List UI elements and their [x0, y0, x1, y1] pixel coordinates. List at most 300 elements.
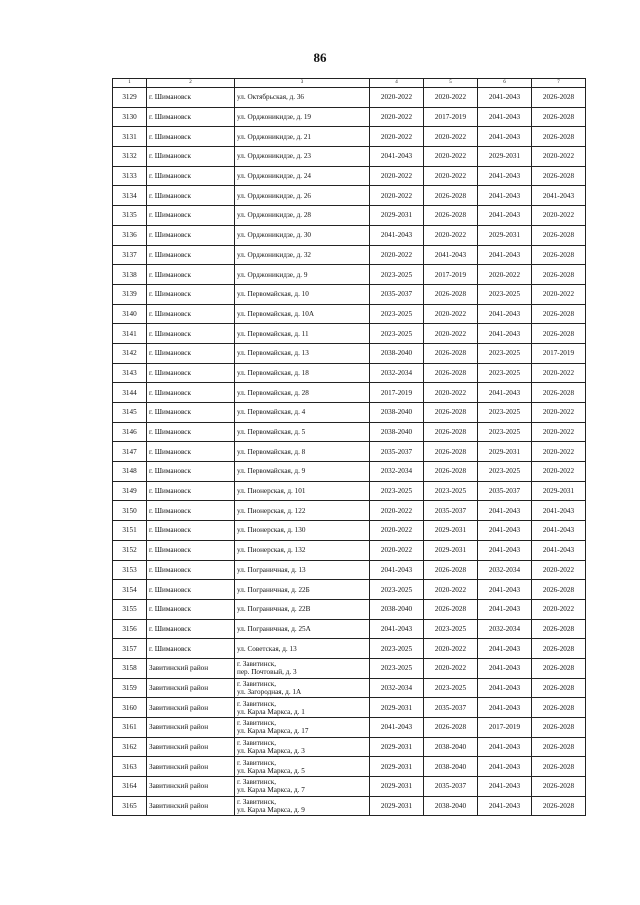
- period-cell-col5: 2038-2040: [424, 796, 478, 816]
- table-row: [113, 245, 586, 265]
- locality-cell: г. Шимановск: [147, 383, 235, 403]
- period-cell-col5: 2020-2022: [424, 88, 478, 108]
- period-cell-col7: 2026-2028: [532, 166, 586, 186]
- period-cell-col5: 2023-2025: [424, 619, 478, 639]
- row-number-cell: 3148: [113, 462, 147, 482]
- locality-cell: г. Шимановск: [147, 284, 235, 304]
- locality-cell: г. Шимановск: [147, 225, 235, 245]
- period-cell-col7: 2026-2028: [532, 658, 586, 678]
- address-line: ул. Карла Маркса, д. 5: [237, 766, 305, 775]
- period-cell-col6: 2041-2043: [478, 127, 532, 147]
- address-line: ул. Орджоникидзе, д. 30: [237, 231, 312, 240]
- row-number-cell: 3139: [113, 284, 147, 304]
- address-line: ул. Пограничная, д. 22В: [237, 605, 311, 614]
- address-cell: [235, 245, 370, 265]
- address-cell: [235, 777, 370, 797]
- row-number-cell: 3163: [113, 757, 147, 777]
- table-row: [113, 284, 586, 304]
- row-number-cell: 3132: [113, 147, 147, 167]
- table-row: [113, 462, 586, 482]
- row-number-cell: 3158: [113, 658, 147, 678]
- table-row: [113, 501, 586, 521]
- period-cell-col7: 2041-2043: [532, 501, 586, 521]
- period-cell-col4: 2029-2031: [370, 737, 424, 757]
- period-cell-col6: 2041-2043: [478, 737, 532, 757]
- period-cell-col4: 2020-2022: [370, 127, 424, 147]
- period-cell-col6: 2041-2043: [478, 383, 532, 403]
- period-cell-col6: 2041-2043: [478, 166, 532, 186]
- address-cell: [235, 796, 370, 816]
- period-cell-col4: 2020-2022: [370, 88, 424, 108]
- row-number-cell: 3162: [113, 737, 147, 757]
- address-line: ул. Первомайская, д. 10А: [237, 309, 315, 318]
- table-row: [113, 599, 586, 619]
- period-cell-col4: 2020-2022: [370, 521, 424, 541]
- table-row: [113, 639, 586, 659]
- address-cell: [235, 422, 370, 442]
- period-cell-col4: 2023-2025: [370, 481, 424, 501]
- locality-cell: Завитинский район: [147, 658, 235, 678]
- address-line: ул. Пограничная, д. 22Б: [237, 585, 310, 594]
- period-cell-col6: 2041-2043: [478, 186, 532, 206]
- period-cell-col6: 2023-2025: [478, 422, 532, 442]
- address-line: ул. Орджоникидзе, д. 19: [237, 113, 312, 122]
- period-cell-col7: 2020-2022: [532, 284, 586, 304]
- address-cell: [235, 639, 370, 659]
- period-cell-col5: 2026-2028: [424, 284, 478, 304]
- row-number-cell: 3131: [113, 127, 147, 147]
- locality-cell: г. Шимановск: [147, 422, 235, 442]
- locality-cell: г. Шимановск: [147, 265, 235, 285]
- row-number-cell: 3164: [113, 777, 147, 797]
- period-cell-col7: 2026-2028: [532, 639, 586, 659]
- period-cell-col5: 2026-2028: [424, 186, 478, 206]
- period-cell-col7: 2026-2028: [532, 265, 586, 285]
- period-cell-col4: 2035-2037: [370, 284, 424, 304]
- address-cell: [235, 737, 370, 757]
- table-row: [113, 383, 586, 403]
- table-row: [113, 186, 586, 206]
- period-cell-col4: 2029-2031: [370, 777, 424, 797]
- table-row: [113, 225, 586, 245]
- period-cell-col7: 2020-2022: [532, 147, 586, 167]
- locality-cell: г. Шимановск: [147, 403, 235, 423]
- row-number-cell: 3155: [113, 599, 147, 619]
- period-cell-col7: 2026-2028: [532, 383, 586, 403]
- address-cell: [235, 757, 370, 777]
- period-cell-col4: 2020-2022: [370, 186, 424, 206]
- period-cell-col6: 2041-2043: [478, 698, 532, 718]
- address-cell: [235, 540, 370, 560]
- period-cell-col7: 2026-2028: [532, 107, 586, 127]
- period-cell-col7: 2026-2028: [532, 304, 586, 324]
- address-line: пер. Почтовый, д. 3: [237, 668, 297, 677]
- table-row: [113, 166, 586, 186]
- row-number-cell: 3136: [113, 225, 147, 245]
- period-cell-col7: 2026-2028: [532, 619, 586, 639]
- table-row: [113, 147, 586, 167]
- period-cell-col4: 2029-2031: [370, 796, 424, 816]
- period-cell-col5: 2023-2025: [424, 678, 478, 698]
- address-line: г. Завитинск,: [237, 699, 277, 708]
- row-number-cell: 3156: [113, 619, 147, 639]
- address-cell: [235, 186, 370, 206]
- address-cell: [235, 599, 370, 619]
- address-line: ул. Карла Маркса, д. 1: [237, 707, 305, 716]
- period-cell-col4: 2029-2031: [370, 757, 424, 777]
- period-cell-col6: 2041-2043: [478, 88, 532, 108]
- address-cell: [235, 206, 370, 226]
- address-line: г. Завитинск,: [237, 798, 277, 807]
- period-cell-col4: 2020-2022: [370, 107, 424, 127]
- period-cell-col7: 2020-2022: [532, 560, 586, 580]
- period-cell-col6: 2023-2025: [478, 343, 532, 363]
- address-line: ул. Пионерская, д. 132: [237, 546, 306, 555]
- address-line: ул. Орджоникидзе, д. 28: [237, 211, 312, 220]
- period-cell-col6: 2041-2043: [478, 678, 532, 698]
- locality-cell: г. Шимановск: [147, 166, 235, 186]
- period-cell-col6: 2023-2025: [478, 284, 532, 304]
- address-cell: [235, 363, 370, 383]
- locality-cell: г. Шимановск: [147, 245, 235, 265]
- period-cell-col5: 2035-2037: [424, 777, 478, 797]
- column-number: 7: [532, 79, 586, 88]
- period-cell-col5: 2020-2022: [424, 225, 478, 245]
- address-line: ул. Орджоникидзе, д. 9: [237, 270, 308, 279]
- address-line: г. Завитинск,: [237, 660, 277, 669]
- period-cell-col5: 2041-2043: [424, 245, 478, 265]
- address-cell: [235, 501, 370, 521]
- period-cell-col5: 2038-2040: [424, 757, 478, 777]
- period-cell-col5: 2026-2028: [424, 718, 478, 738]
- address-line: ул. Первомайская, д. 9: [237, 467, 306, 476]
- locality-cell: г. Шимановск: [147, 462, 235, 482]
- address-cell: [235, 442, 370, 462]
- locality-cell: г. Шимановск: [147, 343, 235, 363]
- period-cell-col5: 2026-2028: [424, 560, 478, 580]
- period-cell-col5: 2020-2022: [424, 147, 478, 167]
- period-cell-col6: 2041-2043: [478, 324, 532, 344]
- period-cell-col5: 2038-2040: [424, 737, 478, 757]
- row-number-cell: 3159: [113, 678, 147, 698]
- period-cell-col6: 2032-2034: [478, 560, 532, 580]
- address-line: ул. Первомайская, д. 18: [237, 368, 309, 377]
- period-cell-col7: 2020-2022: [532, 422, 586, 442]
- page-number: 86: [313, 50, 327, 65]
- table-row: [113, 127, 586, 147]
- period-cell-col6: 2041-2043: [478, 658, 532, 678]
- address-cell: [235, 678, 370, 698]
- period-cell-col6: 2041-2043: [478, 639, 532, 659]
- table-row: [113, 481, 586, 501]
- period-cell-col7: 2026-2028: [532, 698, 586, 718]
- period-cell-col6: 2023-2025: [478, 363, 532, 383]
- period-cell-col5: 2029-2031: [424, 540, 478, 560]
- period-cell-col5: 2029-2031: [424, 521, 478, 541]
- period-cell-col7: 2026-2028: [532, 127, 586, 147]
- row-number-cell: 3137: [113, 245, 147, 265]
- period-cell-col5: 2035-2037: [424, 501, 478, 521]
- period-cell-col4: 2017-2019: [370, 383, 424, 403]
- period-cell-col7: 2020-2022: [532, 363, 586, 383]
- locality-cell: г. Шимановск: [147, 580, 235, 600]
- table-body: [113, 88, 586, 816]
- period-cell-col7: 2020-2022: [532, 403, 586, 423]
- row-number-cell: 3143: [113, 363, 147, 383]
- address-cell: [235, 88, 370, 108]
- address-cell: [235, 127, 370, 147]
- address-cell: [235, 403, 370, 423]
- row-number-cell: 3130: [113, 107, 147, 127]
- period-cell-col4: 2041-2043: [370, 619, 424, 639]
- column-number: 5: [424, 79, 478, 88]
- period-cell-col7: 2026-2028: [532, 88, 586, 108]
- column-number: 4: [370, 79, 424, 88]
- address-cell: [235, 698, 370, 718]
- period-cell-col5: 2026-2028: [424, 206, 478, 226]
- locality-cell: Завитинский район: [147, 796, 235, 816]
- table-row: [113, 619, 586, 639]
- row-number-cell: 3165: [113, 796, 147, 816]
- period-cell-col7: 2029-2031: [532, 481, 586, 501]
- table-row: [113, 304, 586, 324]
- row-number-cell: 3152: [113, 540, 147, 560]
- row-number-cell: 3141: [113, 324, 147, 344]
- period-cell-col5: 2020-2022: [424, 639, 478, 659]
- address-cell: [235, 560, 370, 580]
- address-line: ул. Загородная, д. 1А: [237, 687, 302, 696]
- period-cell-col7: 2026-2028: [532, 718, 586, 738]
- period-cell-col7: 2041-2043: [532, 540, 586, 560]
- period-cell-col4: 2035-2037: [370, 442, 424, 462]
- row-number-cell: 3144: [113, 383, 147, 403]
- period-cell-col5: 2026-2028: [424, 422, 478, 442]
- locality-cell: г. Шимановск: [147, 304, 235, 324]
- period-cell-col7: 2026-2028: [532, 678, 586, 698]
- period-cell-col4: 2020-2022: [370, 501, 424, 521]
- period-cell-col4: 2029-2031: [370, 698, 424, 718]
- locality-cell: г. Шимановск: [147, 324, 235, 344]
- locality-cell: г. Шимановск: [147, 147, 235, 167]
- table-row: [113, 580, 586, 600]
- period-cell-col6: 2023-2025: [478, 403, 532, 423]
- period-cell-col6: 2032-2034: [478, 619, 532, 639]
- locality-cell: г. Шимановск: [147, 363, 235, 383]
- period-cell-col7: 2026-2028: [532, 580, 586, 600]
- locality-cell: Завитинский район: [147, 698, 235, 718]
- address-line: г. Завитинск,: [237, 719, 277, 728]
- address-cell: [235, 304, 370, 324]
- period-cell-col6: 2035-2037: [478, 481, 532, 501]
- table-row: [113, 560, 586, 580]
- period-cell-col7: 2026-2028: [532, 796, 586, 816]
- locality-cell: г. Шимановск: [147, 481, 235, 501]
- address-cell: [235, 225, 370, 245]
- address-cell: [235, 284, 370, 304]
- period-cell-col4: 2038-2040: [370, 599, 424, 619]
- table-row: [113, 107, 586, 127]
- address-line: ул. Первомайская, д. 28: [237, 388, 309, 397]
- locality-cell: г. Шимановск: [147, 88, 235, 108]
- locality-cell: г. Шимановск: [147, 540, 235, 560]
- address-cell: [235, 462, 370, 482]
- period-cell-col6: 2041-2043: [478, 796, 532, 816]
- period-cell-col4: 2023-2025: [370, 580, 424, 600]
- period-cell-col5: 2026-2028: [424, 343, 478, 363]
- table-row: [113, 698, 586, 718]
- period-cell-col5: 2020-2022: [424, 324, 478, 344]
- period-cell-col7: 2020-2022: [532, 206, 586, 226]
- locality-cell: г. Шимановск: [147, 639, 235, 659]
- period-cell-col5: 2020-2022: [424, 383, 478, 403]
- period-cell-col7: 2026-2028: [532, 245, 586, 265]
- row-number-cell: 3149: [113, 481, 147, 501]
- period-cell-col4: 2020-2022: [370, 166, 424, 186]
- address-line: ул. Карла Маркса, д. 3: [237, 747, 305, 756]
- table-row: [113, 777, 586, 797]
- row-number-cell: 3160: [113, 698, 147, 718]
- period-cell-col5: 2020-2022: [424, 658, 478, 678]
- locality-cell: г. Шимановск: [147, 619, 235, 639]
- locality-cell: г. Шимановск: [147, 560, 235, 580]
- table-row: [113, 363, 586, 383]
- period-cell-col5: 2026-2028: [424, 442, 478, 462]
- period-cell-col6: 2041-2043: [478, 777, 532, 797]
- table-row: [113, 658, 586, 678]
- period-cell-col7: 2026-2028: [532, 225, 586, 245]
- address-line: ул. Карла Маркса, д. 7: [237, 786, 305, 795]
- period-cell-col6: 2041-2043: [478, 501, 532, 521]
- period-cell-col7: 2020-2022: [532, 599, 586, 619]
- period-cell-col5: 2026-2028: [424, 363, 478, 383]
- row-number-cell: 3140: [113, 304, 147, 324]
- address-line: ул. Карла Маркса, д. 9: [237, 806, 305, 815]
- period-cell-col5: 2020-2022: [424, 127, 478, 147]
- row-number-cell: 3154: [113, 580, 147, 600]
- period-cell-col7: 2020-2022: [532, 442, 586, 462]
- address-cell: [235, 658, 370, 678]
- period-cell-col5: 2026-2028: [424, 462, 478, 482]
- period-cell-col4: 2023-2025: [370, 658, 424, 678]
- table-row: [113, 521, 586, 541]
- period-cell-col5: 2020-2022: [424, 166, 478, 186]
- address-cell: [235, 521, 370, 541]
- period-cell-col6: 2029-2031: [478, 225, 532, 245]
- table-row: [113, 265, 586, 285]
- address-cell: [235, 147, 370, 167]
- period-cell-col7: 2041-2043: [532, 186, 586, 206]
- locality-cell: Завитинский район: [147, 737, 235, 757]
- address-line: ул. Пограничная, д. 25А: [237, 624, 311, 633]
- period-cell-col4: 2041-2043: [370, 225, 424, 245]
- address-cell: [235, 265, 370, 285]
- table-row: [113, 403, 586, 423]
- schedule-table: [112, 78, 586, 816]
- address-line: ул. Первомайская, д. 5: [237, 428, 306, 437]
- address-line: ул. Октябрьская, д. 36: [237, 93, 305, 102]
- address-line: ул. Пограничная, д. 13: [237, 565, 306, 574]
- address-cell: [235, 383, 370, 403]
- table-row: [113, 757, 586, 777]
- period-cell-col4: 2029-2031: [370, 206, 424, 226]
- table-row: [113, 343, 586, 363]
- period-cell-col4: 2038-2040: [370, 343, 424, 363]
- locality-cell: Завитинский район: [147, 678, 235, 698]
- table-row: [113, 422, 586, 442]
- period-cell-col5: 2023-2025: [424, 481, 478, 501]
- column-number: 2: [147, 79, 235, 88]
- period-cell-col6: 2041-2043: [478, 580, 532, 600]
- row-number-cell: 3134: [113, 186, 147, 206]
- period-cell-col4: 2020-2022: [370, 540, 424, 560]
- table-row: [113, 88, 586, 108]
- period-cell-col6: 2029-2031: [478, 147, 532, 167]
- address-line: ул. Пионерская, д. 122: [237, 506, 306, 515]
- period-cell-col7: 2026-2028: [532, 757, 586, 777]
- row-number-cell: 3138: [113, 265, 147, 285]
- address-line: ул. Первомайская, д. 8: [237, 447, 306, 456]
- locality-cell: г. Шимановск: [147, 521, 235, 541]
- period-cell-col7: 2017-2019: [532, 343, 586, 363]
- period-cell-col5: 2020-2022: [424, 304, 478, 324]
- row-number-cell: 3150: [113, 501, 147, 521]
- address-line: г. Завитинск,: [237, 778, 277, 787]
- period-cell-col4: 2038-2040: [370, 422, 424, 442]
- row-number-cell: 3151: [113, 521, 147, 541]
- period-cell-col6: 2017-2019: [478, 718, 532, 738]
- period-cell-col4: 2038-2040: [370, 403, 424, 423]
- address-line: ул. Советская, д. 13: [237, 644, 297, 653]
- address-line: ул. Пионерская, д. 101: [237, 487, 306, 496]
- address-line: ул. Орджоникидзе, д. 24: [237, 172, 312, 181]
- address-cell: [235, 481, 370, 501]
- row-number-cell: 3146: [113, 422, 147, 442]
- row-number-cell: 3145: [113, 403, 147, 423]
- address-line: ул. Орджоникидзе, д. 26: [237, 191, 312, 200]
- row-number-cell: 3133: [113, 166, 147, 186]
- row-number-cell: 3142: [113, 343, 147, 363]
- period-cell-col7: 2020-2022: [532, 462, 586, 482]
- period-cell-col6: 2029-2031: [478, 442, 532, 462]
- period-cell-col6: 2041-2043: [478, 757, 532, 777]
- address-cell: [235, 107, 370, 127]
- period-cell-col4: 2032-2034: [370, 462, 424, 482]
- row-number-cell: 3161: [113, 718, 147, 738]
- address-cell: [235, 580, 370, 600]
- period-cell-col6: 2041-2043: [478, 304, 532, 324]
- period-cell-col4: 2023-2025: [370, 639, 424, 659]
- period-cell-col7: 2026-2028: [532, 737, 586, 757]
- period-cell-col5: 2017-2019: [424, 107, 478, 127]
- table-row: [113, 206, 586, 226]
- locality-cell: г. Шимановск: [147, 442, 235, 462]
- locality-cell: Завитинский район: [147, 777, 235, 797]
- row-number-cell: 3147: [113, 442, 147, 462]
- period-cell-col6: 2023-2025: [478, 462, 532, 482]
- table-row: [113, 678, 586, 698]
- period-cell-col4: 2020-2022: [370, 245, 424, 265]
- period-cell-col6: 2020-2022: [478, 265, 532, 285]
- period-cell-col4: 2032-2034: [370, 363, 424, 383]
- period-cell-col5: 2026-2028: [424, 403, 478, 423]
- period-cell-col7: 2041-2043: [532, 521, 586, 541]
- period-cell-col5: 2026-2028: [424, 599, 478, 619]
- table-row: [113, 324, 586, 344]
- period-cell-col4: 2023-2025: [370, 304, 424, 324]
- address-line: ул. Первомайская, д. 11: [237, 329, 309, 338]
- address-line: ул. Первомайская, д. 13: [237, 349, 309, 358]
- address-line: г. Завитинск,: [237, 739, 277, 748]
